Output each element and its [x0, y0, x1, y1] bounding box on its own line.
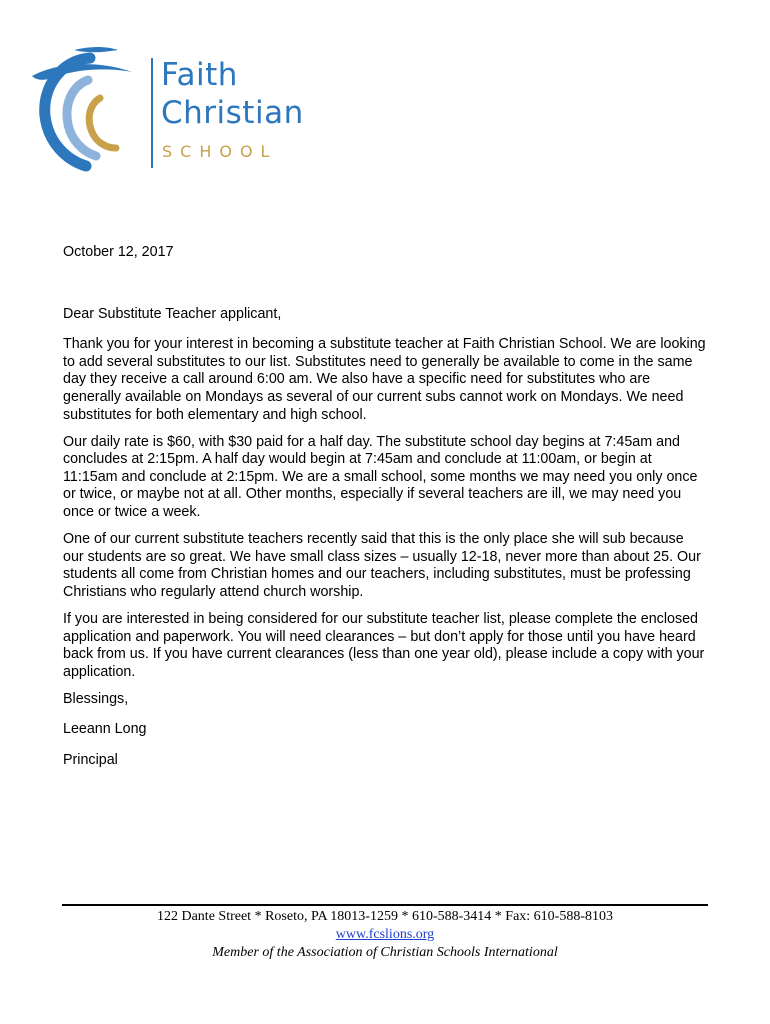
letter-paragraph: One of our current substitute teachers recently said that this is the only place she will sub because our students are so great. We have small class sizes – usually 12-18, never more than about 25. Our students all come from Christian homes and our teachers, including substitutes, must be professing Christians who regularly attend church worship.	[63, 531, 701, 600]
footer-divider	[62, 904, 708, 906]
letter-paragraph: Our daily rate is $60, with $30 paid for a half day. The substitute school day begins at 7:45am and concludes at 2:15pm. A half day would begin at 7:45am and conclude at 11:00am, or begin at 11:15am and conclude at 2:15pm. We are a small school, some months we may need you only once or twice, or maybe not at all. Other months, especially if several teachers are ill, we may need you once or twice a week.	[63, 433, 698, 521]
footer-membership: Member of the Association of Christian Schools International	[212, 945, 558, 960]
letter-salutation: Dear Substitute Teacher applicant,	[63, 305, 282, 322]
school-logo	[28, 42, 338, 172]
letter-paragraph: If you are interested in being considered for our substitute teacher list, please complete the enclosed application and paperwork. You will need clearances – but don’t apply for those until you have heard back from us. If you have current clearances (less than one year old), please include a copy with your application.	[63, 611, 705, 680]
letter-paragraph: Thank you for your interest in becoming a substitute teacher at Faith Christian School. We are looking to add several substitutes to our list. Substitutes need to generally be available to come in the same day they receive a call around 6:00 am. We also have a specific need for substitutes who are generally available on Mondays as several of our current subs cannot work on Mondays. We need substitutes for both elementary and high school.	[63, 336, 706, 423]
footer-website-link[interactable]: www.fcslions.org	[335, 927, 435, 942]
letter-date: October 12, 2017	[63, 244, 174, 260]
letter-closing: Blessings,	[63, 690, 129, 707]
logo-name-line1: Faith	[161, 57, 238, 93]
letterhead-footer	[62, 908, 708, 962]
signer-name: Leeann Long	[63, 721, 147, 738]
school-logo-mark-icon	[28, 42, 148, 172]
logo-divider	[151, 58, 153, 168]
logo-name-line2: Christian	[161, 95, 304, 131]
logo-school-word: SCHOOL	[162, 142, 278, 161]
signer-title: Principal	[63, 752, 118, 769]
letter-body	[63, 244, 708, 779]
footer-address: 122 Dante Street * Roseto, PA 18013-1259 * 610-588-3414 * Fax: 610-588-8103	[156, 909, 613, 924]
